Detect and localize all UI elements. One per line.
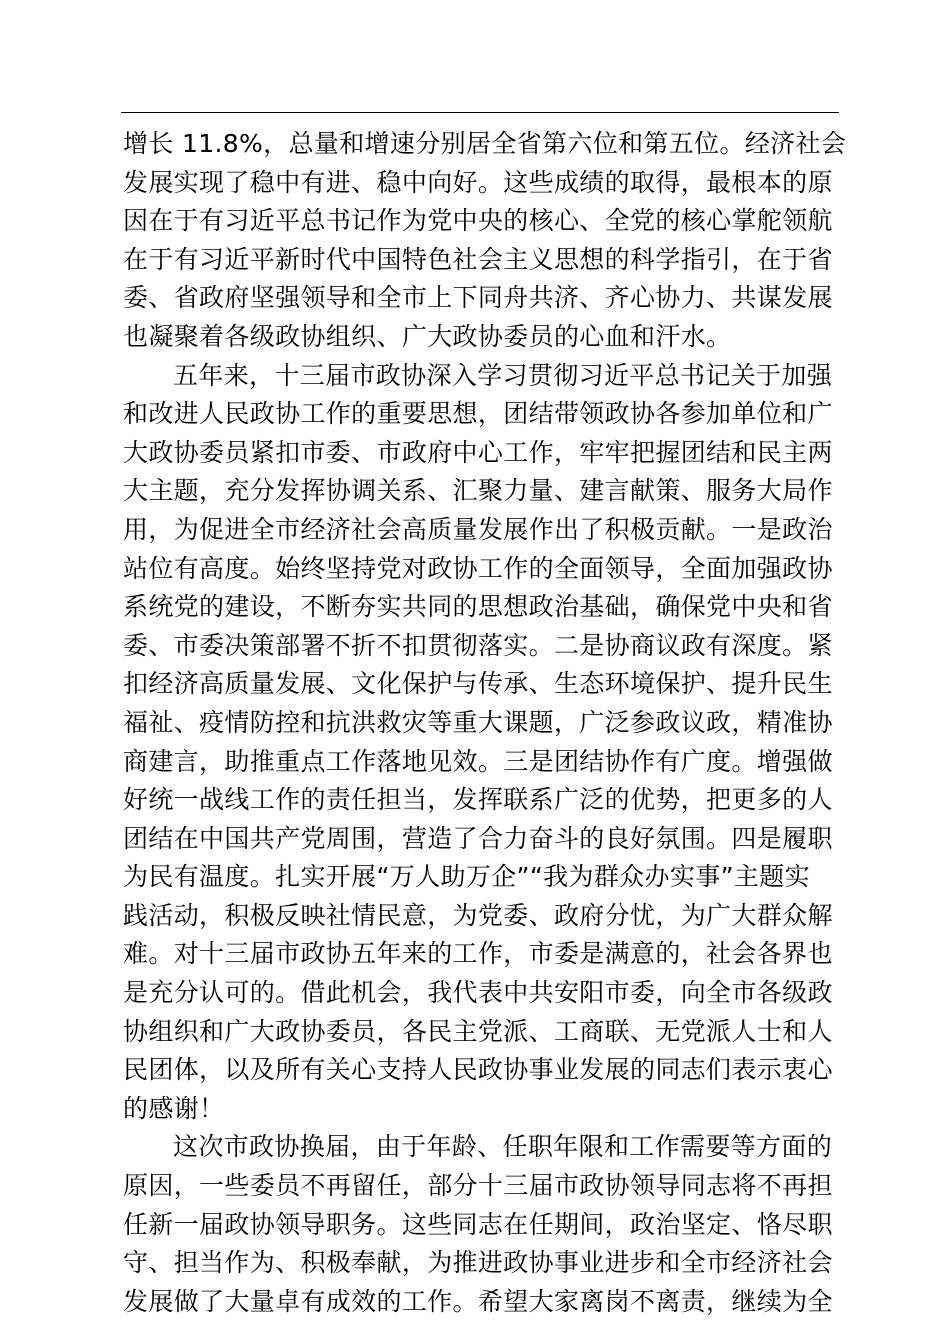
text-line: 大主题，充分发挥协调关系、汇聚力量、建言献策、服务大局作 [123, 476, 833, 506]
text-line: 五年来，十三届市政协深入学习贯彻习近平总书记关于加强 [173, 360, 833, 390]
text-line: 委、市委决策部署不折不扣贯彻落实。二是协商议政有深度。紧 [123, 630, 833, 660]
text-line: 发展实现了稳中有进、稳中向好。这些成绩的取得，最根本的原 [123, 167, 833, 197]
text-line: 原因，一些委员不再留任，部分十三届市政协领导同志将不再担 [123, 1171, 833, 1201]
text-line: 发展做了大量卓有成效的工作。希望大家离岗不离责，继续为全 [123, 1286, 833, 1316]
text-line: 践活动，积极反映社情民意，为党委、政府分忧，为广大群众解 [123, 900, 833, 930]
text-line: 好统一战线工作的责任担当，发挥联系广泛的优势，把更多的人 [123, 785, 833, 815]
text-line: 在于有习近平新时代中国特色社会主义思想的科学指引，在于省 [123, 244, 833, 274]
text-line: 系统党的建设，不断夯实共同的思想政治基础，确保党中央和省 [123, 592, 833, 622]
text-line: 为民有温度。扎实开展“万人助万企”“我为群众办实事”主题实 [123, 862, 810, 892]
text-line: 也凝聚着各级政协组织、广大政协委员的心血和汗水。 [123, 321, 732, 351]
text-line: 这次市政协换届，由于年龄、任职年限和工作需要等方面的 [173, 1132, 833, 1162]
text-line: 站位有高度。始终坚持党对政协工作的全面领导，全面加强政协 [123, 553, 833, 583]
text-line: 民团体，以及所有关心支持人民政协事业发展的同志们表示衷心 [123, 1055, 833, 1085]
text-line: 团结在中国共产党周围，营造了合力奋斗的良好氛围。四是履职 [123, 823, 833, 853]
text-line: 是充分认可的。借此机会，我代表中共安阳市委，向全市各级政 [123, 978, 833, 1008]
text-line: 增长 11.8%，总量和增速分别居全省第六位和第五位。经济社会 [123, 129, 847, 158]
text-line: 用，为促进全市经济社会高质量发展作出了积极贡献。一是政治 [123, 514, 833, 544]
header-rule [121, 112, 839, 113]
text-line: 大政协委员紧扣市委、市政府中心工作，牢牢把握团结和民主两 [123, 437, 833, 467]
text-line: 和改进人民政协工作的重要思想，团结带领政协各参加单位和广 [123, 399, 833, 429]
text-line: 委、省政府坚强领导和全市上下同舟共济、齐心协力、共谋发展 [123, 283, 833, 313]
text-line: 扣经济高质量发展、文化保护与传承、生态环境保护、提升民生 [123, 669, 833, 699]
text-line: 任新一届政协领导职务。这些同志在任期间，政治坚定、恪尽职 [123, 1209, 833, 1239]
text-line: 商建言，助推重点工作落地见效。三是团结协作有广度。增强做 [123, 746, 833, 776]
text-line: 守、担当作为、积极奉献，为推进政协事业进步和全市经济社会 [123, 1248, 833, 1278]
body-text [123, 125, 847, 1321]
text-line: 的感谢！ [123, 1093, 225, 1123]
text-line: 难。对十三届市政协五年来的工作，市委是满意的，社会各界也 [123, 939, 833, 969]
text-line: 福祉、疫情防控和抗洪救灾等重大课题，广泛参政议政，精准协 [123, 707, 833, 737]
text-line: 协组织和广大政协委员，各民主党派、工商联、无党派人士和人 [123, 1016, 833, 1046]
text-line: 因在于有习近平总书记作为党中央的核心、全党的核心掌舵领航 [123, 206, 833, 236]
